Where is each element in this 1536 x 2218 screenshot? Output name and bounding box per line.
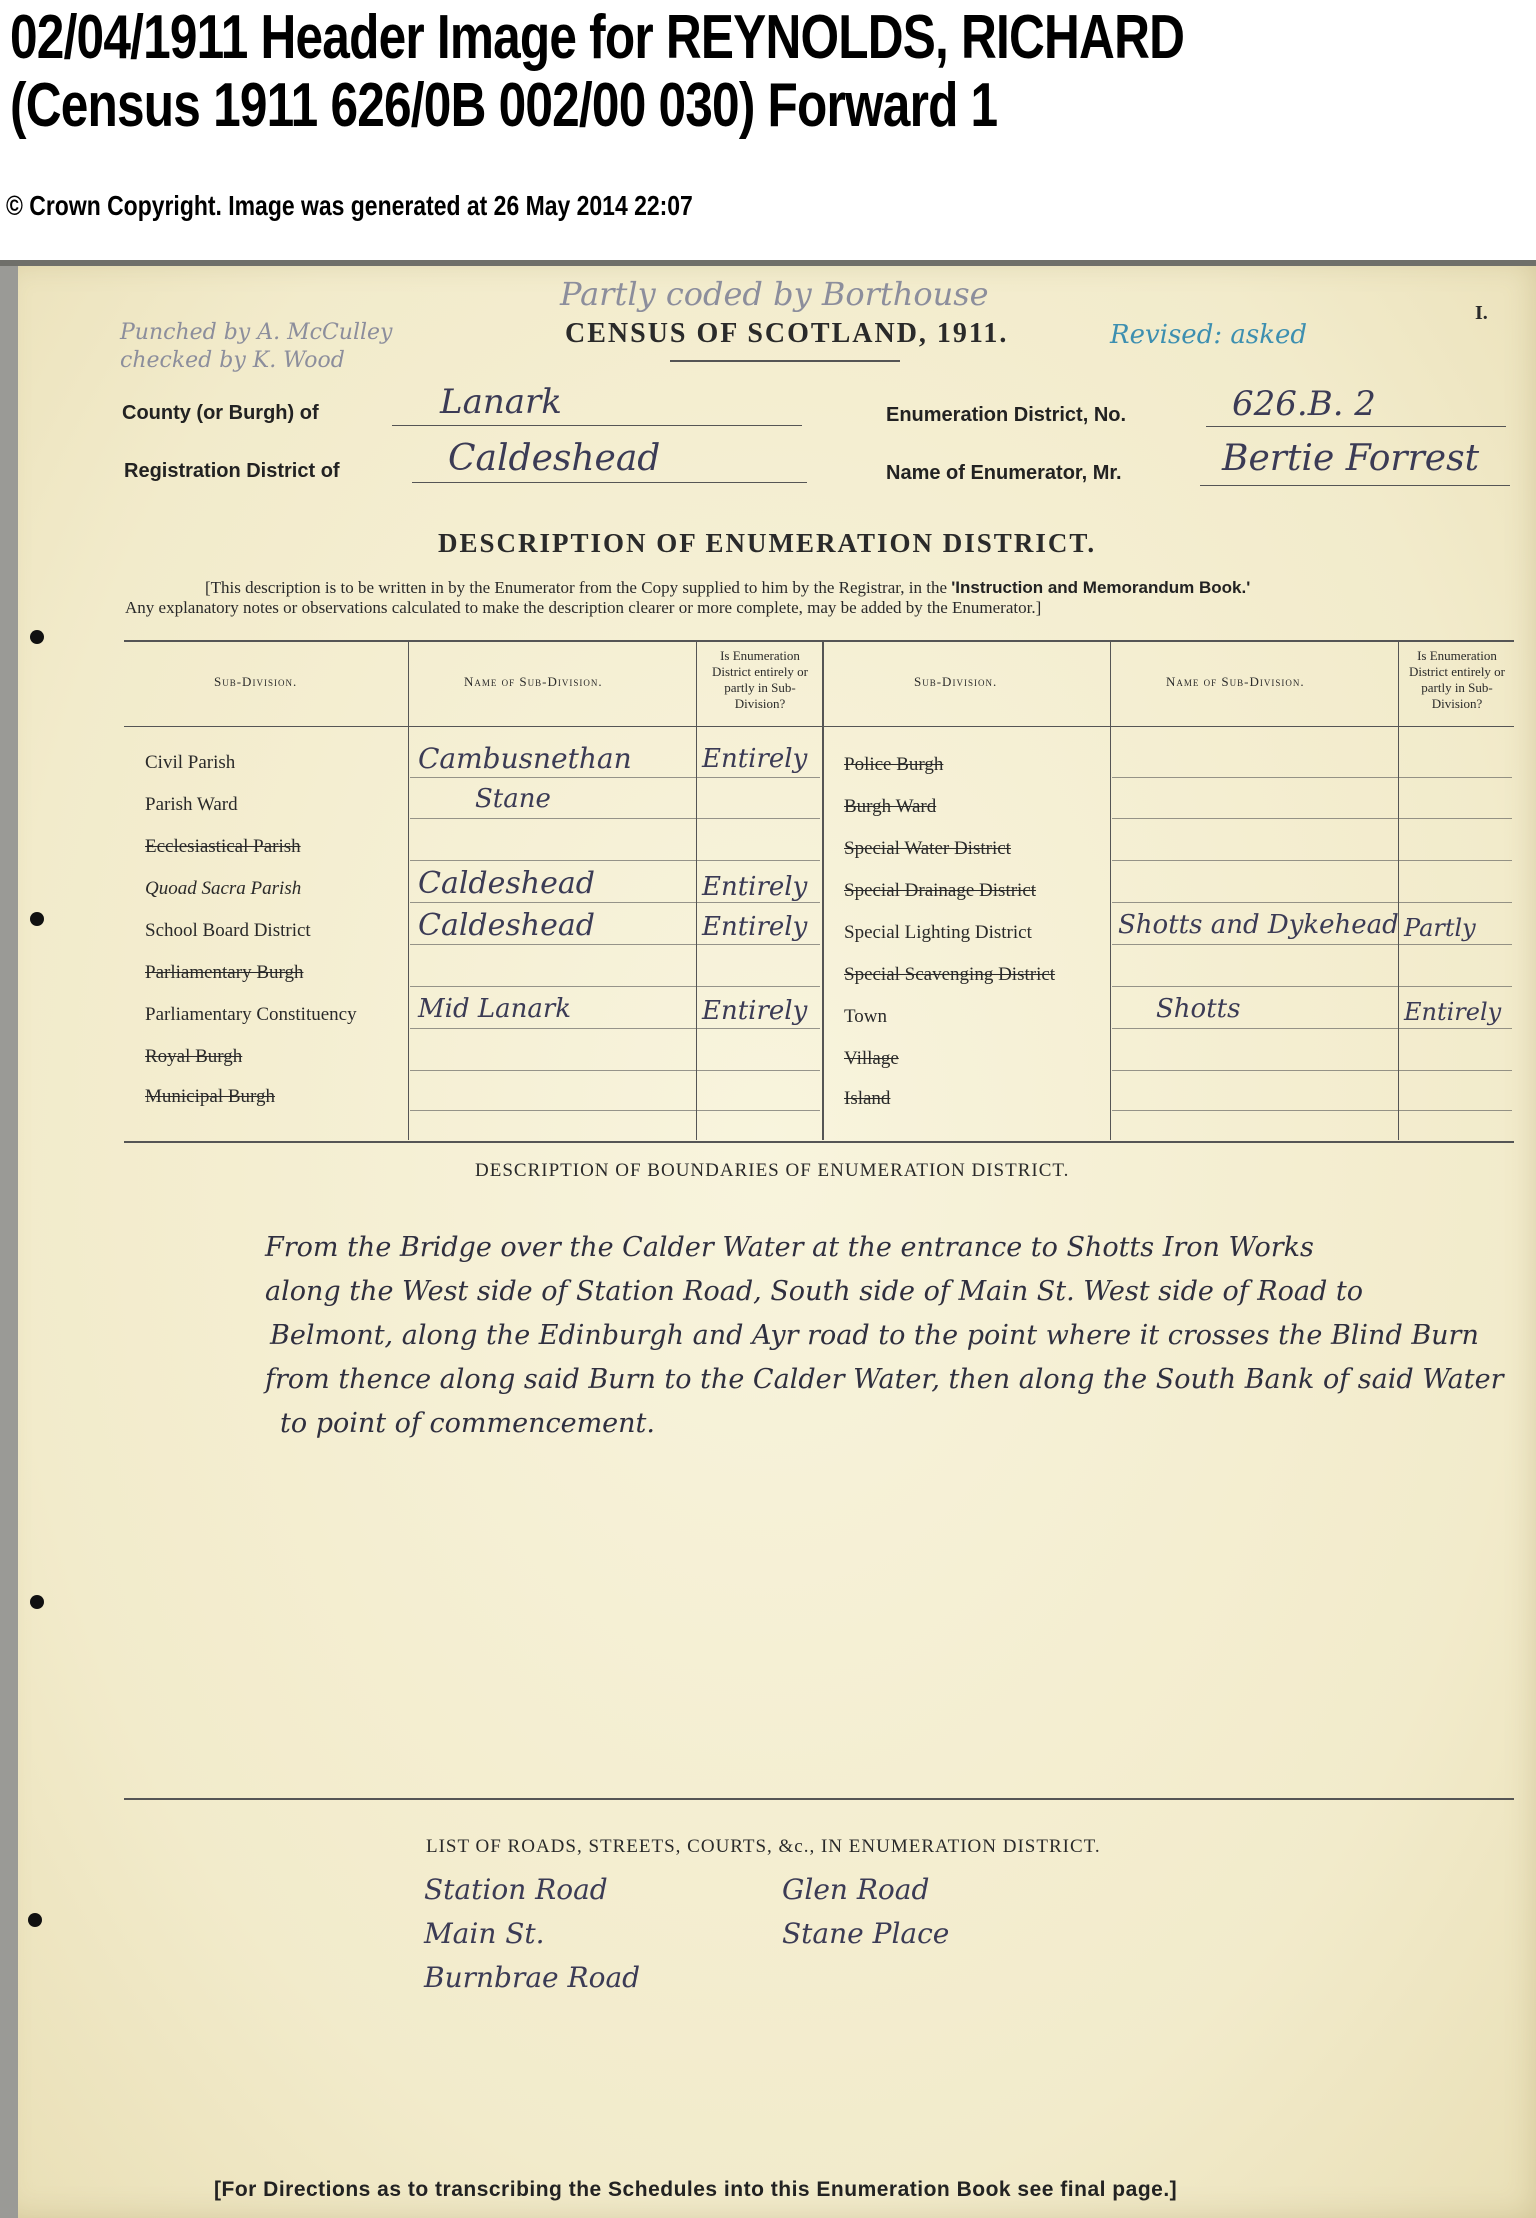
header-name-right: Name of Sub-Division. <box>1166 674 1305 689</box>
row-label-town: Town <box>844 1006 888 1027</box>
punch-hole <box>30 1595 44 1609</box>
header-title <box>10 4 1210 140</box>
instruction-line1-text: [This description is to be written in by the Enumerator from the Copy supplied to him by the Registrar, in the <box>205 578 947 597</box>
roads-column-2 <box>782 1868 949 1956</box>
row-status-school-board: Entirely <box>702 912 808 942</box>
enum-district-label: Enumeration District, No. <box>886 404 1127 426</box>
road-item: Station Road <box>424 1873 608 1906</box>
row-label-special-drainage: Special Drainage District <box>844 880 1037 901</box>
row-name-parliamentary-constituency: Mid Lanark <box>418 994 572 1024</box>
road-item: Stane Place <box>782 1917 950 1950</box>
enumerator-value: Bertie Forrest <box>1222 438 1480 479</box>
row-label-special-scavenging: Special Scavenging District <box>844 964 1056 985</box>
row-label-parliamentary-constituency: Parliamentary Constituency <box>145 1004 357 1025</box>
row-status-quoad-sacra: Entirely <box>702 872 808 902</box>
row-label-parish-ward: Parish Ward <box>145 794 238 815</box>
row-label-burgh-ward: Burgh Ward <box>844 796 937 817</box>
checked-note: checked by K. Wood <box>120 348 345 373</box>
header-subdivision-left: Sub-Division. <box>214 674 298 689</box>
directions-footer: [For Directions as to transcribing the Schedules into this Enumeration Book see final page.] <box>214 2178 1178 2201</box>
header-title-line1: 02/04/1911 Header Image for REYNOLDS, RICHARD <box>10 3 1185 72</box>
row-label-civil-parish: Civil Parish <box>145 752 236 773</box>
row-name-town: Shotts <box>1156 994 1241 1024</box>
header-entirely-right: Is Enumeration District entirely or partly in Sub-Division? <box>1408 648 1506 711</box>
road-item: Glen Road <box>782 1873 930 1906</box>
reg-district-value: Caldeshead <box>448 438 661 479</box>
instruction-line1 <box>205 578 1250 598</box>
instruction-book-title: 'Instruction and Memorandum Book.' <box>951 578 1251 597</box>
row-label-special-lighting: Special Lighting District <box>844 922 1032 943</box>
boundaries-line: to point of commencement. <box>280 1408 655 1439</box>
page-number: I. <box>1475 302 1488 324</box>
punch-hole <box>30 630 44 644</box>
boundaries-text <box>265 1226 1504 1446</box>
row-label-special-water: Special Water District <box>844 838 1011 859</box>
row-label-ecclesiastical-parish: Ecclesiastical Parish <box>145 836 301 857</box>
county-value: Lanark <box>440 382 562 422</box>
row-label-royal-burgh: Royal Burgh <box>145 1046 243 1067</box>
road-item: Burnbrae Road <box>424 1961 641 1994</box>
census-page <box>0 260 1536 2218</box>
roads-column-1 <box>424 1868 640 2000</box>
row-name-special-lighting: Shotts and Dykehead <box>1118 910 1399 940</box>
reg-district-label: Registration District of <box>124 460 340 482</box>
boundaries-title: DESCRIPTION OF BOUNDARIES OF ENUMERATION DISTRICT. <box>475 1160 1070 1181</box>
boundaries-line: From the Bridge over the Calder Water at the entrance to Shotts Iron Works <box>265 1232 1314 1263</box>
reg-district-rule <box>412 482 807 483</box>
row-label-island: Island <box>844 1088 891 1109</box>
boundaries-line: from thence along said Burn to the Calder Water, then along the South Bank of said Water <box>265 1364 1504 1395</box>
row-name-school-board: Caldeshead <box>418 908 595 943</box>
row-name-quoad-sacra: Caldeshead <box>418 866 595 901</box>
row-label-village: Village <box>844 1048 899 1069</box>
row-status-parliamentary-constituency: Entirely <box>702 996 808 1026</box>
row-name-parish-ward: Stane <box>475 784 551 814</box>
row-label-parliamentary-burgh: Parliamentary Burgh <box>145 962 304 983</box>
row-status-town: Entirely <box>1404 998 1502 1026</box>
row-label-quoad-sacra: Quoad Sacra Parish <box>145 878 302 899</box>
roads-divider <box>124 1798 1514 1800</box>
enum-district-rule <box>1206 426 1506 427</box>
punch-hole <box>30 912 44 926</box>
row-status-civil-parish: Entirely <box>702 744 808 774</box>
row-status-special-lighting: Partly <box>1404 914 1476 942</box>
header-subdivision-right: Sub-Division. <box>914 674 998 689</box>
form-heading: CENSUS OF SCOTLAND, 1911. <box>565 318 1009 349</box>
roads-title: LIST OF ROADS, STREETS, COURTS, &c., IN ENUMERATION DISTRICT. <box>426 1836 1101 1857</box>
road-item: Main St. <box>424 1917 545 1950</box>
row-label-municipal-burgh: Municipal Burgh <box>145 1086 276 1107</box>
heading-underline <box>670 360 900 362</box>
header-name-left: Name of Sub-Division. <box>464 674 603 689</box>
header-entirely-left: Is Enumeration District entirely or partly in Sub-Division? <box>711 648 809 711</box>
row-label-police-burgh: Police Burgh <box>844 754 944 775</box>
row-name-civil-parish: Cambusnethan <box>418 742 632 775</box>
revised-note: Revised: asked <box>1110 320 1307 350</box>
punch-hole <box>28 1913 42 1927</box>
county-label: County (or Burgh) of <box>122 402 319 424</box>
enum-district-value: 626.B. 2 <box>1232 384 1376 424</box>
description-title: DESCRIPTION OF ENUMERATION DISTRICT. <box>438 528 1097 558</box>
copyright-notice: © Crown Copyright. Image was generated at 26 May 2014 22:07 <box>6 190 693 221</box>
row-label-school-board: School Board District <box>145 920 311 941</box>
boundaries-line: along the West side of Station Road, South side of Main St. West side of Road to <box>265 1276 1363 1307</box>
boundaries-line: Belmont, along the Edinburgh and Ayr road to the point where it crosses the Blind Burn <box>270 1320 1479 1351</box>
punched-note: Punched by A. McCulley <box>120 320 393 345</box>
enumerator-label: Name of Enumerator, Mr. <box>886 462 1122 484</box>
enumerator-rule <box>1200 485 1510 486</box>
instruction-line2: Any explanatory notes or observations calculated to make the description clearer or more complete, may be added by the Enumerator.] <box>125 598 1042 617</box>
header-title-line2: (Census 1911 626/0B 002/00 030) Forward 1 <box>10 71 998 140</box>
county-rule <box>392 425 802 426</box>
coded-note: Partly coded by Borthouse <box>560 275 989 313</box>
